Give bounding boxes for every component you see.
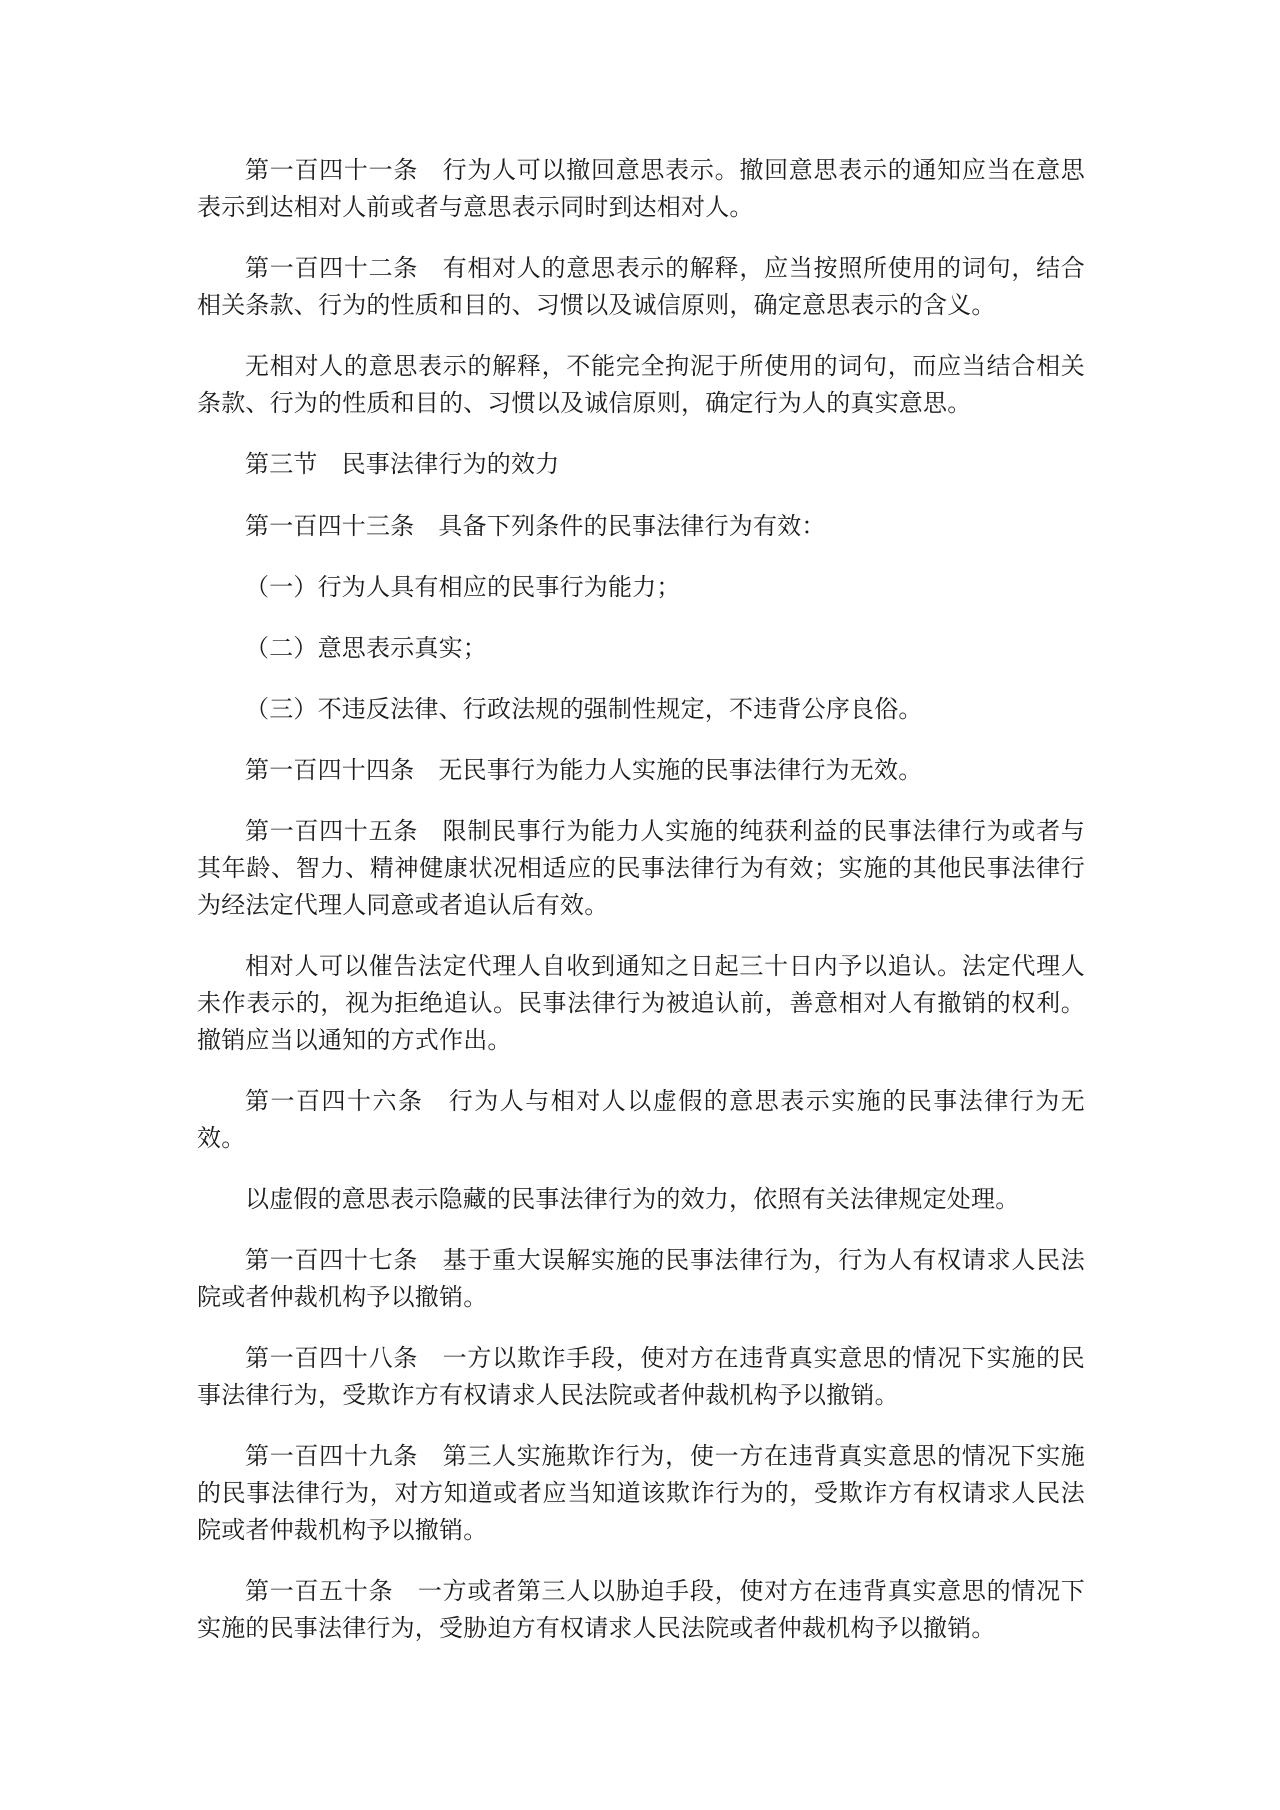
- list-item-1: [197, 569, 1085, 606]
- article-text: 限制民事行为能力人实施的纯获利益的民事法律行为或者与其年龄、智力、精神健康状况相适应的民事法律行为有效；实施的其他民事法律行为经法定代理人同意或者追认后有效。: [197, 817, 1085, 919]
- article-label: 第一百四十七条: [245, 1246, 419, 1274]
- article-text: 无民事行为能力人实施的民事法律行为无效。: [438, 756, 923, 784]
- article-text: 基于重大误解实施的民事法律行为，行为人有权请求人民法院或者仲裁机构予以撤销。: [197, 1246, 1085, 1311]
- article-text: 第三人实施欺诈行为，使一方在违背真实意思的情况下实施的民事法律行为，对方知道或者应当知道该欺诈行为的，受欺诈方有权请求人民法院或者仲裁机构予以撤销。: [197, 1442, 1085, 1544]
- article-text: 行为人可以撤回意思表示。撤回意思表示的通知应当在意思表示到达相对人前或者与意思表示同时到达相对人。: [197, 156, 1085, 221]
- list-item-text: （三）不违反法律、行政法规的强制性规定，不违背公序良俗。: [245, 695, 923, 723]
- section-heading: [197, 446, 1085, 483]
- article-label: 第一百四十四条: [245, 756, 415, 784]
- paragraph-body: 无相对人的意思表示的解释，不能完全拘泥于所使用的词句，而应当结合相关条款、行为的性质和目的、习惯以及诚信原则，确定行为人的真实意思。: [197, 352, 1085, 417]
- paragraph-article-147: [197, 1242, 1085, 1316]
- document-page: [197, 152, 1085, 1671]
- list-item-text: （一）行为人具有相应的民事行为能力；: [245, 573, 681, 601]
- article-label: 第一百四十一条: [245, 156, 419, 184]
- article-text: 有相对人的意思表示的解释，应当按照所使用的词句，结合相关条款、行为的性质和目的、习惯以及诚信原则，确定意思表示的含义。: [197, 254, 1085, 319]
- paragraph-article-143: [197, 508, 1085, 545]
- article-label: 第一百四十九条: [245, 1442, 419, 1470]
- paragraph-article-149: [197, 1438, 1085, 1549]
- paragraph-article-141: [197, 152, 1085, 226]
- article-label: 第一百四十五条: [245, 817, 419, 845]
- list-item-text: （二）意思表示真实；: [245, 634, 487, 662]
- list-item-2: [197, 630, 1085, 667]
- paragraph-text: [197, 948, 1085, 1059]
- article-text: 具备下列条件的民事法律行为有效：: [438, 512, 826, 540]
- article-text: 一方或者第三人以胁迫手段，使对方在违背真实意思的情况下实施的民事法律行为，受胁迫方有权请求人民法院或者仲裁机构予以撤销。: [197, 1577, 1086, 1642]
- article-text: 一方以欺诈手段，使对方在违背真实意思的情况下实施的民事法律行为，受欺诈方有权请求人民法院或者仲裁机构予以撤销。: [197, 1344, 1085, 1409]
- list-item-3: [197, 691, 1085, 728]
- section-title: 民事法律行为的效力: [341, 450, 560, 478]
- paragraph-body: 以虚假的意思表示隐藏的民事法律行为的效力，依照有关法律规定处理。: [245, 1185, 1020, 1213]
- paragraph-article-150: [197, 1573, 1085, 1647]
- paragraph-text: [197, 348, 1085, 422]
- paragraph-body: 相对人可以催告法定代理人自收到通知之日起三十日内予以追认。法定代理人未作表示的，视为拒绝追认。民事法律行为被追认前，善意相对人有撤销的权利。撤销应当以通知的方式作出。: [197, 952, 1085, 1054]
- article-label: 第一百四十三条: [245, 512, 415, 540]
- article-label: 第一百四十八条: [245, 1344, 419, 1372]
- paragraph-article-142: [197, 250, 1085, 324]
- paragraph-article-146: [197, 1083, 1085, 1157]
- article-text: 行为人与相对人以虚假的意思表示实施的民事法律行为无效。: [197, 1087, 1085, 1152]
- article-label: 第一百四十六条: [245, 1087, 424, 1115]
- paragraph-article-144: [197, 752, 1085, 789]
- paragraph-article-145: [197, 813, 1085, 924]
- paragraph-article-148: [197, 1340, 1085, 1414]
- paragraph-text: [197, 1181, 1085, 1218]
- section-label: 第三节: [245, 450, 318, 478]
- article-label: 第一百五十条: [245, 1577, 394, 1605]
- article-label: 第一百四十二条: [245, 254, 419, 282]
